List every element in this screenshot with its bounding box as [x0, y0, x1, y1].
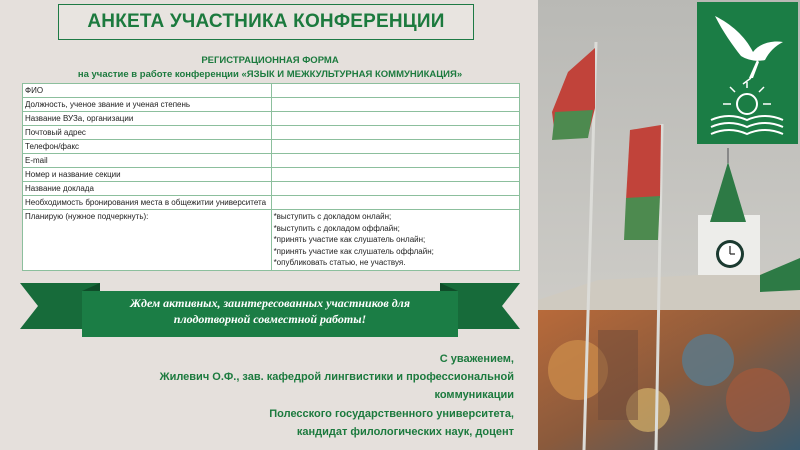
- plan-option[interactable]: *принять участие как слушатель онлайн;: [273, 235, 426, 245]
- plan-option[interactable]: *выступить с докладом онлайн;: [273, 212, 392, 221]
- table-row: [23, 140, 520, 154]
- table-row: [23, 98, 520, 112]
- table-row: [23, 126, 520, 140]
- form-label: Должность, ученое звание и ученая степень: [23, 98, 272, 112]
- page-title-box: [58, 4, 474, 40]
- form-field-phone[interactable]: [271, 140, 519, 154]
- page-title: АНКЕТА УЧАСТНИКА КОНФЕРЕНЦИИ: [87, 11, 445, 32]
- form-label: Почтовый адрес: [23, 126, 272, 140]
- form-field-university[interactable]: [271, 112, 519, 126]
- plan-option[interactable]: *выступить с докладом оффлайн;: [273, 223, 400, 233]
- registration-form-table: [22, 83, 520, 271]
- form-label: Номер и название секции: [23, 168, 272, 182]
- form-field-address[interactable]: [271, 126, 519, 140]
- table-row: [23, 182, 520, 196]
- plan-option[interactable]: *принять участие как слушатель оффлайн;: [273, 246, 434, 256]
- signature-block: [160, 350, 514, 441]
- form-label: Необходимость бронирования места в общежитии университета: [23, 196, 272, 210]
- form-field-position[interactable]: [271, 98, 519, 112]
- table-row: [23, 84, 520, 98]
- stork-emblem-icon: [697, 2, 798, 144]
- signature-line: Полесского государственного университета,: [269, 407, 514, 420]
- form-field-email[interactable]: [271, 154, 519, 168]
- form-field-name[interactable]: [271, 84, 519, 98]
- form-label: E-mail: [23, 154, 272, 168]
- form-label: Название доклада: [23, 182, 272, 196]
- banner-line: плодотворной совместной работы!: [173, 312, 367, 326]
- banner-text: [100, 295, 440, 327]
- table-row: [23, 168, 520, 182]
- form-label: Планирую (нужное подчеркнуть):: [23, 210, 272, 271]
- form-heading: РЕГИСТРАЦИОННАЯ ФОРМА: [201, 55, 339, 66]
- signature-line: коммуникации: [434, 389, 514, 402]
- form-field-report-title[interactable]: [271, 182, 519, 196]
- signature-line: кандидат филологических наук, доцент: [296, 425, 514, 438]
- table-row: [23, 210, 520, 271]
- form-label: Название ВУЗа, организации: [23, 112, 272, 126]
- form-label: ФИО: [23, 84, 272, 98]
- form-subheading: на участие в работе конференции «ЯЗЫК И МЕЖКУЛЬТУРНАЯ КОММУНИКАЦИЯ»: [77, 69, 463, 80]
- form-field-dormitory[interactable]: [271, 196, 519, 210]
- signature-line: С уважением,: [439, 353, 514, 365]
- university-logo: [697, 2, 798, 144]
- invitation-banner: [20, 279, 520, 341]
- plan-option[interactable]: *опубликовать статью, не участвуя.: [273, 258, 406, 268]
- table-row: [23, 112, 520, 126]
- form-field-section[interactable]: [271, 168, 519, 182]
- table-row: [23, 154, 520, 168]
- form-field-plan-options: [271, 210, 519, 271]
- form-label: Телефон/факс: [23, 140, 272, 154]
- banner-line: Ждем активных, заинтересованных участников для: [129, 296, 411, 310]
- table-row: [23, 196, 520, 210]
- signature-line: Жилевич О.Ф., зав. кафедрой лингвистики и профессиональной: [159, 371, 514, 384]
